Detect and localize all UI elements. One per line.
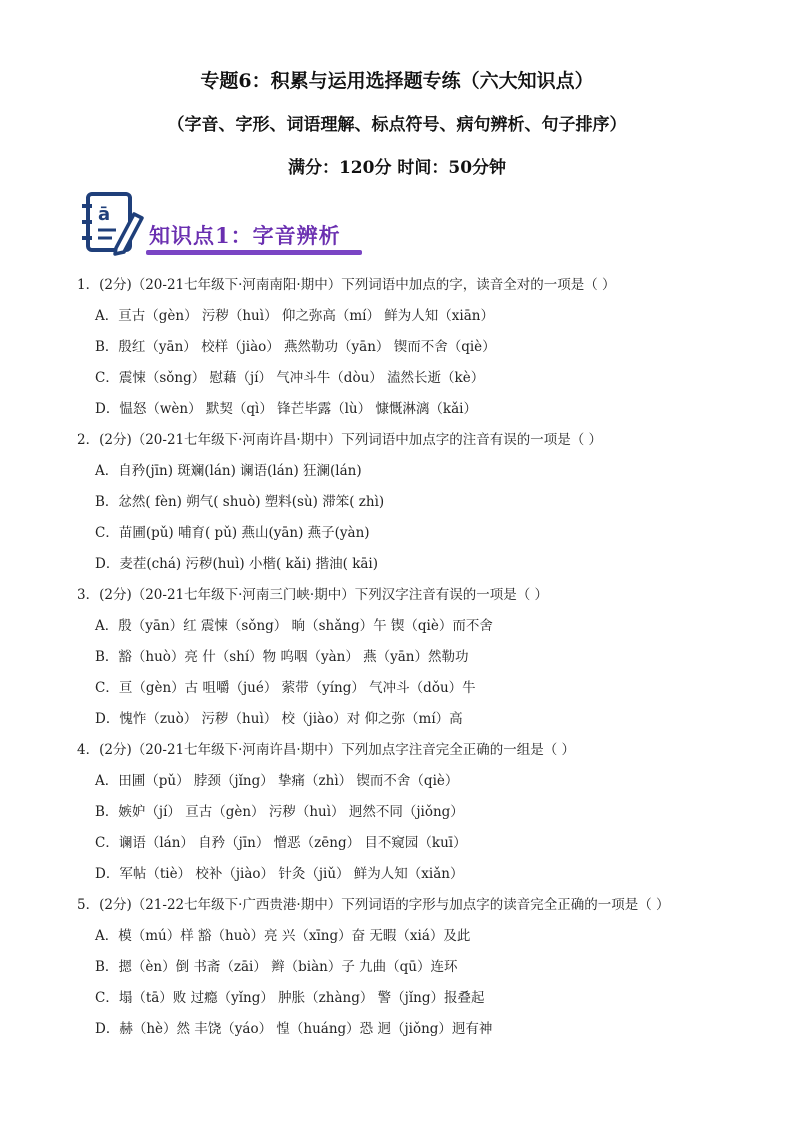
- option-a: A．亘古（gèn） 污秽（huì） 仰之弥高（mí） 鲜为人知（xiān）: [95, 308, 494, 324]
- option-c: C．震悚（sǒng） 慰藉（jí） 气冲斗牛（dòu） 溘然长逝（kè）: [95, 370, 485, 386]
- option-c: C．苗圃(pǔ) 哺育( pǔ) 燕山(yān) 燕子(yàn): [95, 525, 370, 541]
- exam-meta: 满分：120分 时间：50分钟: [287, 158, 507, 178]
- question-1: [77, 270, 777, 425]
- option-c: C．亘（gèn）古 咀嚼（jué） 萦带（yíng） 气冲斗（dǒu）牛: [95, 680, 476, 696]
- writing-notebook-icon: [82, 190, 144, 260]
- question-2: [77, 425, 777, 580]
- question-stem: 5．(2分)（21-22七年级下·广西贵港·期中）下列词语的字形与加点字的读音完全正确的一项是（ ）: [77, 897, 670, 913]
- option-b: B．豁（huò）亮 什（shí）物 呜咽（yàn） 燕（yān）然勒功: [95, 649, 469, 665]
- option-d: D．愠怒（wèn） 默契（qì） 锋芒毕露（lù） 慷慨淋漓（kǎi）: [95, 401, 477, 417]
- option-a: A．田圃（pǔ） 脖颈（jǐng） 挚痛（zhì） 锲而不舍（qiè）: [95, 773, 459, 789]
- option-d: D．赫（hè）然 丰饶（yáo） 惶（huáng）恐 迥（jiǒng）迥有神: [95, 1021, 493, 1037]
- option-b: B．嫉妒（jí） 亘古（gèn） 污秽（huì） 迥然不同（jiǒng）: [95, 804, 464, 820]
- section-title: 知识点1：字音辨析: [149, 223, 341, 248]
- option-a: A．自矜(jīn) 斑斓(lán) 谰语(lán) 狂澜(lán): [95, 463, 362, 479]
- question-list: [77, 270, 777, 1045]
- page-subtitle: （字音、字形、词语理解、标点符号、病句辨析、句子排序）: [167, 115, 627, 135]
- option-b: B．殷红（yān） 校样（jiào） 燕然勒功（yān） 锲而不舍（qiè）: [95, 339, 496, 355]
- question-stem: 4．(2分)（20-21七年级下·河南许昌·期中）下列加点字注音完全正确的一组是（ ）: [77, 742, 576, 758]
- page-title: 专题6：积累与运用选择题专练（六大知识点）: [200, 70, 594, 92]
- section-underline: [146, 250, 362, 255]
- option-c: C．塌（tā）败 过瘾（yǐng） 肿胀（zhàng） 警（jǐng）报叠起: [95, 990, 485, 1006]
- option-a: A．模（mú）样 豁（huò）亮 兴（xīng）奋 无暇（xiá）及此: [95, 928, 471, 944]
- option-a: A．殷（yān）红 震悚（sǒng） 晌（shǎng）午 锲（qiè）而不舍: [95, 618, 493, 634]
- question-5: [77, 890, 777, 1045]
- question-stem: 2．(2分)（20-21七年级下·河南许昌·期中）下列词语中加点字的注音有误的一项是（ ）: [77, 432, 603, 448]
- question-stem: 1．(2分)（20-21七年级下·河南南阳·期中）下列词语中加点的字，读音全对的一项是（ ）: [77, 277, 616, 293]
- svg-text:ā: ā: [98, 204, 111, 225]
- option-b: B．忿然( fèn) 朔气( shuò) 塑料(sù) 滞笨( zhì): [95, 494, 385, 510]
- option-d: D．麦茬(chá) 污秽(huì) 小楷( kǎi) 揩油( kāi): [95, 556, 379, 572]
- option-b: B．摁（èn）倒 书斋（zāi） 辫（biàn）子 九曲（qū）连环: [95, 959, 458, 975]
- question-stem: 3．(2分)（20-21七年级下·河南三门峡·期中）下列汉字注音有误的一项是（ ）: [77, 587, 549, 603]
- option-d: D．军帖（tiè） 校补（jiào） 针灸（jiǔ） 鲜为人知（xiǎn）: [95, 866, 464, 882]
- option-c: C．谰语（lán） 自矜（jīn） 憎恶（zēng） 目不窥园（kuī）: [95, 835, 467, 851]
- question-3: [77, 580, 777, 735]
- option-d: D．愧怍（zuò） 污秽（huì） 校（jiào）对 仰之弥（mí）高: [95, 711, 463, 727]
- question-4: [77, 735, 777, 890]
